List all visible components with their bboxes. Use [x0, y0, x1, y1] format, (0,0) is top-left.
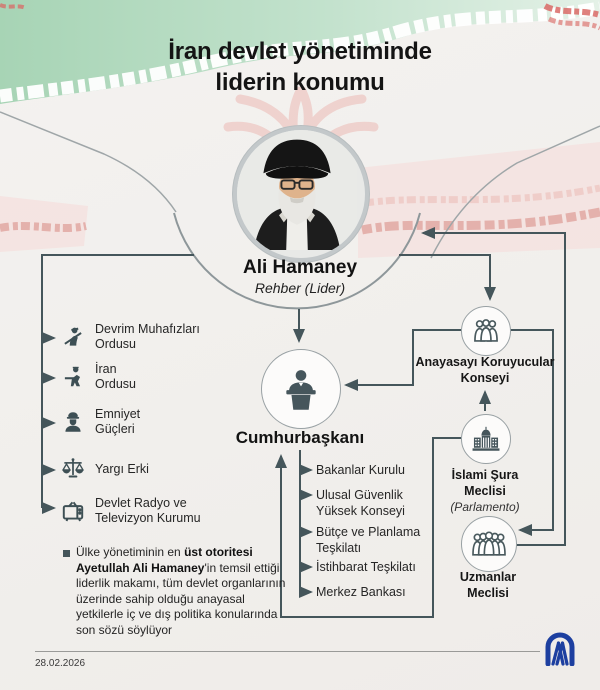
president-node [261, 349, 341, 429]
branch-label: Ordusu [95, 377, 136, 391]
title-line-2: liderin konumu [215, 69, 385, 96]
guardian-council-node [461, 306, 511, 356]
council-group-icon [469, 314, 503, 348]
sub-organ-budget-planning [316, 524, 441, 556]
branch-label: Devlet Radyo ve [95, 496, 187, 510]
sub-organ-label: Teşkilatı [316, 541, 362, 555]
experts-assembly-label [403, 569, 573, 601]
branch-label: Güçleri [95, 422, 135, 436]
president-label: Cumhurbaşkanı [235, 428, 365, 447]
branch-label: Ordusu [95, 337, 136, 351]
label-line: Uzmanlar [459, 570, 517, 584]
branch-label: İran [95, 362, 117, 376]
title-line-1: İran devlet yönetiminde [168, 38, 432, 65]
leader-role: Rehber (Lider) [254, 280, 346, 296]
branch-label: Yargı Erki [95, 461, 149, 476]
label-line: Meclisi [464, 484, 506, 498]
label-line: Meclisi [467, 586, 509, 600]
parliament-node [461, 414, 511, 464]
ali-hamaney-portrait-illustration [237, 130, 357, 250]
sub-organ-label: Bakanlar Kurulu [316, 463, 405, 477]
parliament-building-icon [469, 422, 503, 456]
branch-revolutionary-guards [60, 322, 250, 352]
label-line: Konseyi [460, 371, 510, 385]
police-officer-icon [60, 409, 86, 435]
sub-organ-label: Merkez Bankası [316, 585, 406, 599]
footer-divider [35, 651, 540, 652]
sub-organ-label: İstihbarat Teşkilatı [316, 560, 416, 574]
footnote-text [76, 545, 288, 638]
parliament-label [400, 467, 570, 499]
podium-speaker-icon [279, 367, 323, 411]
branch-judiciary [60, 456, 250, 482]
leader-photo [233, 126, 369, 262]
note-bold: üst otoritesi Ayetullah Ali Hamaney [76, 545, 253, 575]
branch-label: Televizyon Kurumu [95, 511, 201, 525]
label-line: İslami Şura [451, 468, 519, 482]
page-title [0, 36, 600, 98]
experts-assembly-node [461, 516, 517, 572]
television-icon [60, 498, 86, 524]
date-label: 28.02.2026 [35, 658, 86, 669]
branch-iran-army [60, 362, 250, 392]
note-end: 'in temsil ettiği liderlik makamı, tüm devlet organlarının üzerinde sahip olduğu anayasal yetkilerle iç ve dış politika konularında son sözü söylüyor [76, 560, 286, 637]
note-bullet [63, 550, 70, 557]
sub-organ-label: Bütçe ve Planlama [316, 525, 421, 539]
army-soldier-icon [60, 364, 86, 390]
sub-organ-label: Yüksek Konseyi [316, 504, 405, 518]
leader-name: Ali Hamaney [242, 257, 358, 278]
branch-label: Emniyet [95, 407, 141, 421]
parliament-sublabel: (Parlamento) [450, 500, 520, 514]
note-start: Ülke yönetiminin en [76, 545, 185, 559]
experts-group-icon [469, 524, 509, 564]
label-line: Anayasayı Koruyucular [415, 355, 555, 369]
branch-label: Devrim Muhafızları [95, 322, 200, 336]
sub-organ-label: Ulusal Güvenlik [316, 488, 403, 502]
aa-logo [543, 630, 577, 666]
justice-scales-icon [60, 456, 86, 482]
guardian-council-label [400, 354, 570, 386]
branch-state-broadcaster [60, 496, 250, 526]
revolutionary-guard-soldier-icon [60, 324, 86, 350]
